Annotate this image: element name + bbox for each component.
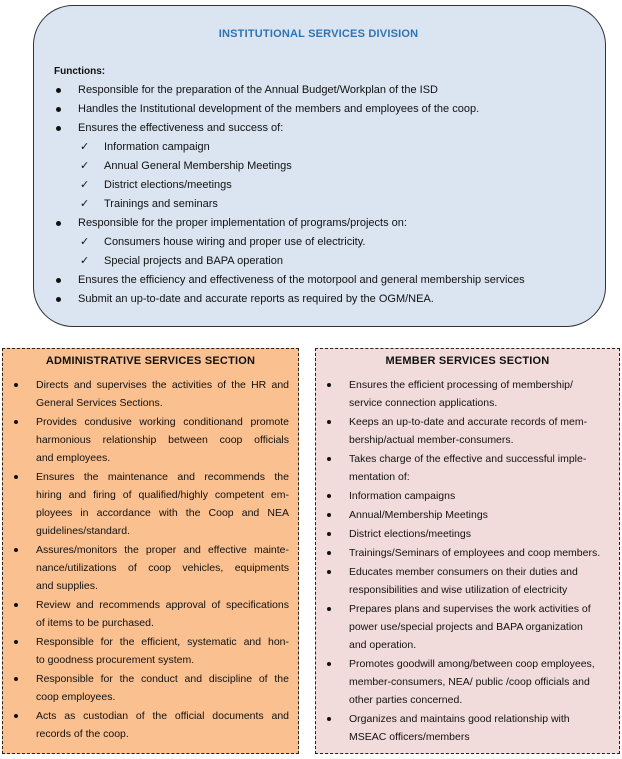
admin-function-item: [12, 376, 289, 412]
function-text-line: Information campaigns: [349, 490, 456, 502]
function-text-line: and operation.: [349, 639, 417, 651]
checklist-item: [80, 252, 583, 271]
bullet-icon: [327, 662, 331, 666]
function-text-line: Provides condusive working conditionand promote: [36, 416, 289, 428]
bullet-icon: [327, 420, 331, 424]
member-function-item: [325, 413, 610, 449]
member-function-item: [325, 450, 610, 486]
bullet-icon: [56, 88, 61, 93]
function-text-line: records of the coop.: [36, 728, 129, 740]
bullet-icon: [14, 383, 18, 387]
bullet-icon: [56, 278, 61, 283]
checklist-text: Information campaign: [104, 141, 210, 153]
checklist-item: [80, 233, 583, 252]
bullet-icon: [327, 551, 331, 555]
bullet-icon: [56, 297, 61, 302]
function-text-line: Keeps an up-to-date and accurate records of mem-: [349, 416, 588, 428]
checkmark-icon: ✓: [80, 198, 90, 210]
function-text-line: and employees.: [36, 452, 111, 464]
bullet-icon: [327, 532, 331, 536]
function-text-line: General Services Sections.: [36, 397, 163, 409]
functions-list: [54, 81, 583, 309]
function-text-line: mentation of:: [349, 471, 410, 483]
function-text: Submit an up-to-date and accurate reports as required by the OGM/NEA.: [78, 293, 434, 305]
checklist-text: District elections/meetings: [104, 179, 232, 191]
member-function-item: [325, 376, 610, 412]
checklist-item: [80, 157, 583, 176]
member-services-section: [315, 348, 620, 754]
member-functions-list: [325, 376, 610, 746]
member-function-item: [325, 655, 610, 709]
admin-function-item: [12, 413, 289, 467]
function-text-line: Ensures the maintenance and recommends the: [36, 471, 289, 483]
function-text-line: Directs and supervises the activities of the HR and: [36, 379, 289, 391]
function-item: [54, 271, 583, 290]
member-function-item: [325, 487, 610, 505]
administrative-services-section: [2, 348, 299, 754]
function-text-line: Responsible for the conduct and discipline of the: [36, 673, 289, 685]
checkmark-icon: ✓: [80, 236, 90, 248]
function-text-line: and supplies.: [36, 580, 98, 592]
checklist-item: [80, 176, 583, 195]
administrative-functions-list: [12, 376, 289, 743]
checkmark-icon: ✓: [80, 160, 90, 172]
checklist: [80, 233, 583, 271]
bullet-icon: [14, 714, 18, 718]
bullet-icon: [14, 677, 18, 681]
function-text: Responsible for the proper implementation of programs/projects on:: [78, 217, 407, 229]
checklist: [80, 138, 583, 214]
function-text-line: Responsible for the efficient, systematic and hon-: [36, 636, 289, 648]
function-text-line: service connection applications.: [349, 397, 498, 409]
checklist-item: [80, 195, 583, 214]
function-text-line: Acts as custodian of the official documents and: [36, 710, 289, 722]
admin-function-item: [12, 541, 289, 595]
member-section-title: MEMBER SERVICES SECTION: [385, 355, 550, 367]
function-text-line: Prepares plans and supervises the work activities of: [349, 603, 591, 615]
member-function-item: [325, 600, 610, 654]
function-text-line: guidelines/standard.: [36, 525, 130, 537]
bullet-icon: [327, 607, 331, 611]
checklist-item: [80, 138, 583, 157]
function-text-line: to goodness procurement system.: [36, 654, 195, 666]
bullet-icon: [14, 603, 18, 607]
bullet-icon: [56, 221, 61, 226]
bullet-icon: [14, 640, 18, 644]
bullet-icon: [327, 717, 331, 721]
function-text-line: member-consumers, NEA/ public /coop officials and: [349, 676, 590, 688]
function-text-line: ployees in accordance with the Coop and NEA: [36, 507, 289, 519]
function-text-line: bership/actual member-consumers.: [349, 434, 514, 446]
function-text-line: Trainings/Seminars of employees and coop members.: [349, 547, 601, 559]
checkmark-icon: ✓: [80, 255, 90, 267]
division-title: INSTITUTIONAL SERVICES DIVISION: [218, 28, 419, 40]
function-text-line: Ensures the efficient processing of membership/: [349, 379, 573, 391]
function-text-line: MSEAC officers/members: [349, 731, 470, 743]
admin-function-item: [12, 707, 289, 743]
function-text-line: responsibilities and wise utilization of electricity: [349, 584, 568, 596]
bullet-icon: [56, 107, 61, 112]
checklist-text: Trainings and seminars: [104, 198, 218, 210]
member-function-item: [325, 525, 610, 543]
admin-function-item: [12, 633, 289, 669]
checklist-text: Annual General Membership Meetings: [104, 160, 292, 172]
function-text-line: Assures/monitors the proper and effective mainte-: [36, 544, 289, 556]
member-function-item: [325, 563, 610, 599]
bullet-icon: [327, 494, 331, 498]
bullet-icon: [327, 570, 331, 574]
function-item: [54, 81, 583, 100]
function-text-line: power use/special projects and BAPA organization: [349, 621, 583, 633]
function-text: Responsible for the preparation of the Annual Budget/Workplan of the ISD: [78, 84, 438, 96]
function-item: [54, 290, 583, 309]
member-function-item: [325, 544, 610, 562]
function-text-line: Annual/Membership Meetings: [349, 509, 488, 521]
member-function-item: [325, 710, 610, 746]
function-text-line: District elections/meetings: [349, 528, 471, 540]
bullet-icon: [14, 475, 18, 479]
checklist-text: Special projects and BAPA operation: [104, 255, 283, 267]
function-text: Ensures the effectiveness and success of:: [78, 122, 284, 134]
function-text-line: Takes charge of the effective and successful imple-: [349, 453, 587, 465]
bullet-icon: [327, 513, 331, 517]
functions-label: Functions:: [54, 66, 106, 77]
function-text-line: Educates member consumers on their duties and: [349, 566, 578, 578]
bullet-icon: [327, 383, 331, 387]
function-item: [54, 119, 583, 138]
function-text-line: harmonious relationship between coop officials: [36, 434, 289, 446]
function-text: Handles the Institutional development of the members and employees of the coop.: [78, 103, 480, 115]
checklist-text: Consumers house wiring and proper use of electricity.: [104, 236, 366, 248]
bullet-icon: [327, 457, 331, 461]
admin-function-item: [12, 468, 289, 540]
admin-function-item: [12, 596, 289, 632]
checkmark-icon: ✓: [80, 141, 90, 153]
function-text-line: Promotes goodwill among/between coop employees,: [349, 658, 595, 670]
bullet-icon: [56, 126, 61, 131]
function-text-line: coop employees.: [36, 691, 116, 703]
function-text: Ensures the efficiency and effectiveness of the motorpool and general membership services: [78, 274, 525, 286]
function-text-line: of items to be purchased.: [36, 617, 154, 629]
bullet-icon: [14, 548, 18, 552]
bullet-icon: [14, 420, 18, 424]
institutional-services-division-box: [33, 5, 606, 327]
function-text-line: nance/utilizations of coop vehicles, equipments: [36, 562, 289, 574]
checkmark-icon: ✓: [80, 179, 90, 191]
function-text-line: Organizes and maintains good relationship with: [349, 713, 570, 725]
function-text-line: Review and recommends approval of specifications: [36, 599, 289, 611]
function-text-line: other parties concerned.: [349, 694, 463, 706]
admin-function-item: [12, 670, 289, 706]
function-text-line: hiring and firing of qualified/highly competent em-: [36, 489, 289, 501]
member-function-item: [325, 506, 610, 524]
function-item: [54, 214, 583, 233]
function-item: [54, 100, 583, 119]
administrative-section-title: ADMINISTRATIVE SERVICES SECTION: [45, 355, 256, 367]
